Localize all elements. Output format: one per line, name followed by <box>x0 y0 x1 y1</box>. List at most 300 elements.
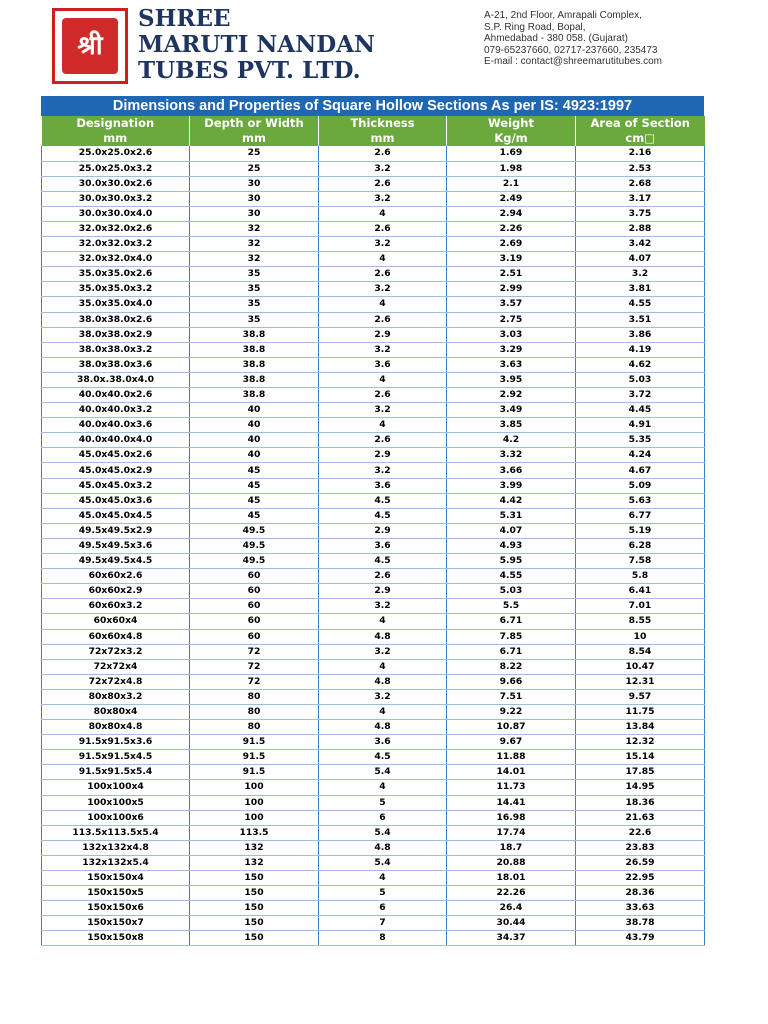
cell-depth: 32 <box>190 237 319 252</box>
cell-thickness: 3.2 <box>319 403 447 418</box>
cell-thickness: 2.6 <box>319 312 447 327</box>
cell-designation: 60x60x4.8 <box>42 629 190 644</box>
table-row <box>42 825 705 840</box>
cell-thickness: 3.2 <box>319 191 447 206</box>
cell-weight: 4.2 <box>447 433 576 448</box>
cell-depth: 150 <box>190 916 319 931</box>
cell-weight: 20.88 <box>447 855 576 870</box>
cell-weight: 17.74 <box>447 825 576 840</box>
table-row <box>42 508 705 523</box>
unit-weight: Kg/m <box>447 131 576 146</box>
cell-depth: 72 <box>190 644 319 659</box>
col-header-designation: Designation <box>42 116 190 131</box>
cell-thickness: 5.4 <box>319 855 447 870</box>
cell-thickness: 4.5 <box>319 508 447 523</box>
cell-weight: 4.42 <box>447 493 576 508</box>
cell-depth: 40 <box>190 448 319 463</box>
address-line3: Ahmedabad - 380 058. (Gujarat) <box>484 33 628 45</box>
table-row <box>42 146 705 161</box>
unit-thickness: mm <box>319 131 447 146</box>
cell-depth: 32 <box>190 221 319 236</box>
cell-depth: 80 <box>190 689 319 704</box>
cell-thickness: 3.2 <box>319 463 447 478</box>
company-name <box>138 6 438 84</box>
cell-weight: 7.85 <box>447 629 576 644</box>
cell-area: 13.84 <box>576 720 705 735</box>
cell-thickness: 2.6 <box>319 388 447 403</box>
cell-designation: 35.0x35.0x3.2 <box>42 282 190 297</box>
cell-depth: 49.5 <box>190 523 319 538</box>
cell-thickness: 3.6 <box>319 735 447 750</box>
cell-area: 4.62 <box>576 357 705 372</box>
cell-depth: 40 <box>190 418 319 433</box>
cell-depth: 150 <box>190 871 319 886</box>
cell-thickness: 4 <box>319 297 447 312</box>
cell-depth: 45 <box>190 508 319 523</box>
cell-designation: 38.0x38.0x2.9 <box>42 327 190 342</box>
header-row <box>42 116 705 131</box>
cell-depth: 60 <box>190 569 319 584</box>
cell-designation: 49.5x49.5x2.9 <box>42 523 190 538</box>
cell-area: 17.85 <box>576 765 705 780</box>
cell-area: 4.24 <box>576 448 705 463</box>
cell-thickness: 3.2 <box>319 689 447 704</box>
table-row <box>42 916 705 931</box>
cell-designation: 60x60x2.9 <box>42 584 190 599</box>
cell-thickness: 2.9 <box>319 523 447 538</box>
table-row <box>42 674 705 689</box>
cell-depth: 35 <box>190 282 319 297</box>
cell-weight: 2.51 <box>447 267 576 282</box>
cell-weight: 9.66 <box>447 674 576 689</box>
cell-designation: 40.0x40.0x3.6 <box>42 418 190 433</box>
cell-depth: 91.5 <box>190 750 319 765</box>
cell-depth: 45 <box>190 493 319 508</box>
table-row <box>42 750 705 765</box>
cell-depth: 38.8 <box>190 357 319 372</box>
cell-area: 22.95 <box>576 871 705 886</box>
cell-thickness: 6 <box>319 901 447 916</box>
cell-area: 5.8 <box>576 569 705 584</box>
cell-area: 3.72 <box>576 388 705 403</box>
cell-weight: 3.66 <box>447 463 576 478</box>
cell-weight: 4.07 <box>447 523 576 538</box>
table-row <box>42 538 705 553</box>
table-row <box>42 569 705 584</box>
cell-weight: 3.32 <box>447 448 576 463</box>
table-row <box>42 659 705 674</box>
cell-designation: 100x100x5 <box>42 795 190 810</box>
cell-area: 4.45 <box>576 403 705 418</box>
cell-weight: 10.87 <box>447 720 576 735</box>
cell-area: 3.75 <box>576 206 705 221</box>
cell-depth: 40 <box>190 433 319 448</box>
cell-designation: 30.0x30.0x2.6 <box>42 176 190 191</box>
cell-weight: 8.22 <box>447 659 576 674</box>
cell-weight: 26.4 <box>447 901 576 916</box>
cell-designation: 91.5x91.5x5.4 <box>42 765 190 780</box>
cell-weight: 2.49 <box>447 191 576 206</box>
cell-area: 6.28 <box>576 538 705 553</box>
cell-thickness: 7 <box>319 916 447 931</box>
dimensions-table-container <box>41 96 704 946</box>
table-row <box>42 644 705 659</box>
unit-area: cm□ <box>576 131 705 146</box>
cell-thickness: 2.6 <box>319 176 447 191</box>
cell-area: 5.19 <box>576 523 705 538</box>
table-body <box>42 146 705 946</box>
cell-weight: 3.19 <box>447 252 576 267</box>
cell-weight: 3.63 <box>447 357 576 372</box>
cell-area: 11.75 <box>576 704 705 719</box>
cell-thickness: 2.6 <box>319 433 447 448</box>
table-row <box>42 267 705 282</box>
cell-thickness: 2.6 <box>319 569 447 584</box>
cell-designation: 60x60x3.2 <box>42 599 190 614</box>
cell-area: 12.31 <box>576 674 705 689</box>
cell-depth: 40 <box>190 403 319 418</box>
table-row <box>42 388 705 403</box>
cell-area: 8.55 <box>576 614 705 629</box>
cell-weight: 11.88 <box>447 750 576 765</box>
cell-area: 5.09 <box>576 478 705 493</box>
cell-thickness: 2.9 <box>319 448 447 463</box>
table-row <box>42 599 705 614</box>
cell-area: 7.01 <box>576 599 705 614</box>
table-row <box>42 297 705 312</box>
cell-weight: 11.73 <box>447 780 576 795</box>
cell-area: 8.54 <box>576 644 705 659</box>
cell-area: 43.79 <box>576 931 705 946</box>
table-row <box>42 584 705 599</box>
cell-depth: 100 <box>190 795 319 810</box>
cell-thickness: 4 <box>319 780 447 795</box>
cell-thickness: 4.8 <box>319 674 447 689</box>
cell-area: 15.14 <box>576 750 705 765</box>
cell-depth: 35 <box>190 267 319 282</box>
cell-area: 23.83 <box>576 840 705 855</box>
cell-area: 6.41 <box>576 584 705 599</box>
cell-designation: 30.0x30.0x3.2 <box>42 191 190 206</box>
cell-thickness: 4 <box>319 252 447 267</box>
cell-area: 12.32 <box>576 735 705 750</box>
cell-thickness: 2.6 <box>319 146 447 161</box>
cell-weight: 18.01 <box>447 871 576 886</box>
cell-designation: 72x72x3.2 <box>42 644 190 659</box>
table-row <box>42 886 705 901</box>
cell-thickness: 3.6 <box>319 538 447 553</box>
table-row <box>42 448 705 463</box>
table-row <box>42 840 705 855</box>
cell-weight: 2.1 <box>447 176 576 191</box>
address-line2: S.P. Ring Road, Bopal, <box>484 21 586 33</box>
cell-area: 4.67 <box>576 463 705 478</box>
cell-thickness: 4 <box>319 871 447 886</box>
cell-thickness: 2.9 <box>319 327 447 342</box>
table-row <box>42 901 705 916</box>
col-header-thickness: Thickness <box>319 116 447 131</box>
cell-thickness: 4 <box>319 418 447 433</box>
cell-area: 6.77 <box>576 508 705 523</box>
table-row <box>42 765 705 780</box>
cell-designation: 132x132x4.8 <box>42 840 190 855</box>
cell-weight: 7.51 <box>447 689 576 704</box>
cell-thickness: 4 <box>319 614 447 629</box>
table-row <box>42 780 705 795</box>
cell-thickness: 4 <box>319 704 447 719</box>
cell-designation: 60x60x4 <box>42 614 190 629</box>
cell-thickness: 2.6 <box>319 221 447 236</box>
table-row <box>42 720 705 735</box>
cell-area: 22.6 <box>576 825 705 840</box>
cell-area: 10 <box>576 629 705 644</box>
table-row <box>42 252 705 267</box>
col-header-weight: Weight <box>447 116 576 131</box>
table-row <box>42 206 705 221</box>
cell-thickness: 4 <box>319 206 447 221</box>
cell-weight: 3.49 <box>447 403 576 418</box>
cell-depth: 25 <box>190 146 319 161</box>
cell-area: 2.88 <box>576 221 705 236</box>
cell-area: 3.2 <box>576 267 705 282</box>
cell-weight: 3.99 <box>447 478 576 493</box>
email-address: E-mail : contact@shreemarutitubes.com <box>484 56 662 68</box>
cell-depth: 80 <box>190 704 319 719</box>
cell-area: 5.35 <box>576 433 705 448</box>
cell-depth: 80 <box>190 720 319 735</box>
cell-thickness: 3.6 <box>319 357 447 372</box>
cell-area: 4.19 <box>576 342 705 357</box>
cell-area: 2.68 <box>576 176 705 191</box>
cell-weight: 14.01 <box>447 765 576 780</box>
cell-thickness: 3.2 <box>319 644 447 659</box>
cell-area: 5.63 <box>576 493 705 508</box>
table-row <box>42 810 705 825</box>
cell-weight: 3.29 <box>447 342 576 357</box>
cell-area: 9.57 <box>576 689 705 704</box>
table-row <box>42 704 705 719</box>
cell-depth: 32 <box>190 252 319 267</box>
cell-depth: 38.8 <box>190 372 319 387</box>
table-row <box>42 403 705 418</box>
cell-designation: 150x150x5 <box>42 886 190 901</box>
cell-thickness: 5.4 <box>319 765 447 780</box>
cell-designation: 72x72x4 <box>42 659 190 674</box>
cell-depth: 38.8 <box>190 327 319 342</box>
cell-depth: 132 <box>190 840 319 855</box>
cell-weight: 16.98 <box>447 810 576 825</box>
cell-depth: 132 <box>190 855 319 870</box>
letterhead <box>0 0 768 92</box>
cell-designation: 113.5x113.5x5.4 <box>42 825 190 840</box>
cell-depth: 60 <box>190 584 319 599</box>
cell-designation: 45.0x45.0x3.6 <box>42 493 190 508</box>
cell-weight: 1.69 <box>447 146 576 161</box>
cell-designation: 40.0x40.0x2.6 <box>42 388 190 403</box>
company-logo <box>52 8 128 84</box>
cell-weight: 5.95 <box>447 554 576 569</box>
dimensions-table <box>41 116 705 946</box>
cell-thickness: 5.4 <box>319 825 447 840</box>
cell-designation: 45.0x45.0x3.2 <box>42 478 190 493</box>
cell-weight: 34.37 <box>447 931 576 946</box>
unit-designation: mm <box>42 131 190 146</box>
cell-weight: 30.44 <box>447 916 576 931</box>
cell-designation: 80x80x4.8 <box>42 720 190 735</box>
cell-thickness: 4.8 <box>319 629 447 644</box>
company-name-line3: TUBES PVT. LTD. <box>138 57 361 84</box>
cell-designation: 45.0x45.0x2.6 <box>42 448 190 463</box>
cell-weight: 3.85 <box>447 418 576 433</box>
cell-designation: 150x150x4 <box>42 871 190 886</box>
table-row <box>42 795 705 810</box>
cell-thickness: 3.2 <box>319 237 447 252</box>
company-name-line2: MARUTI NANDAN <box>138 31 376 58</box>
cell-designation: 150x150x7 <box>42 916 190 931</box>
cell-designation: 35.0x35.0x4.0 <box>42 297 190 312</box>
table-row <box>42 312 705 327</box>
cell-weight: 2.75 <box>447 312 576 327</box>
unit-row <box>42 131 705 146</box>
cell-depth: 49.5 <box>190 538 319 553</box>
cell-depth: 60 <box>190 629 319 644</box>
cell-thickness: 2.6 <box>319 267 447 282</box>
table-row <box>42 871 705 886</box>
table-row <box>42 463 705 478</box>
cell-area: 28.36 <box>576 886 705 901</box>
table-row <box>42 523 705 538</box>
cell-thickness: 5 <box>319 795 447 810</box>
cell-depth: 150 <box>190 931 319 946</box>
cell-thickness: 8 <box>319 931 447 946</box>
cell-designation: 100x100x6 <box>42 810 190 825</box>
cell-designation: 32.0x32.0x2.6 <box>42 221 190 236</box>
table-row <box>42 433 705 448</box>
cell-weight: 5.03 <box>447 584 576 599</box>
table-row <box>42 614 705 629</box>
cell-depth: 60 <box>190 599 319 614</box>
cell-weight: 3.95 <box>447 372 576 387</box>
cell-designation: 80x80x4 <box>42 704 190 719</box>
cell-area: 38.78 <box>576 916 705 931</box>
cell-designation: 91.5x91.5x3.6 <box>42 735 190 750</box>
cell-depth: 30 <box>190 176 319 191</box>
table-row <box>42 478 705 493</box>
table-row <box>42 493 705 508</box>
cell-area: 33.63 <box>576 901 705 916</box>
cell-area: 21.63 <box>576 810 705 825</box>
cell-weight: 2.92 <box>447 388 576 403</box>
table-row <box>42 554 705 569</box>
table-row <box>42 191 705 206</box>
cell-depth: 113.5 <box>190 825 319 840</box>
cell-area: 3.51 <box>576 312 705 327</box>
cell-weight: 3.57 <box>447 297 576 312</box>
cell-weight: 4.55 <box>447 569 576 584</box>
cell-thickness: 4.5 <box>319 554 447 569</box>
cell-area: 4.91 <box>576 418 705 433</box>
phone-numbers: 079-65237660, 02717-237660, 235473 <box>484 44 658 56</box>
cell-depth: 25 <box>190 161 319 176</box>
cell-depth: 38.8 <box>190 342 319 357</box>
cell-designation: 38.0x.38.0x4.0 <box>42 372 190 387</box>
cell-designation: 38.0x38.0x2.6 <box>42 312 190 327</box>
cell-weight: 14.41 <box>447 795 576 810</box>
cell-area: 3.86 <box>576 327 705 342</box>
cell-thickness: 2.9 <box>319 584 447 599</box>
table-row <box>42 221 705 236</box>
cell-thickness: 4 <box>319 372 447 387</box>
cell-thickness: 4.5 <box>319 493 447 508</box>
cell-designation: 45.0x45.0x4.5 <box>42 508 190 523</box>
cell-depth: 150 <box>190 886 319 901</box>
cell-thickness: 4.5 <box>319 750 447 765</box>
cell-depth: 45 <box>190 463 319 478</box>
cell-designation: 72x72x4.8 <box>42 674 190 689</box>
cell-area: 18.36 <box>576 795 705 810</box>
cell-depth: 150 <box>190 901 319 916</box>
cell-depth: 49.5 <box>190 554 319 569</box>
table-row <box>42 931 705 946</box>
table-title: Dimensions and Properties of Square Hollow Sections As per IS: 4923:1997 <box>41 96 704 116</box>
cell-depth: 30 <box>190 206 319 221</box>
table-row <box>42 689 705 704</box>
cell-area: 2.16 <box>576 146 705 161</box>
address-line1: A-21, 2nd Floor, Amrapali Complex, <box>484 10 642 21</box>
cell-designation: 91.5x91.5x4.5 <box>42 750 190 765</box>
cell-weight: 3.03 <box>447 327 576 342</box>
table-row <box>42 357 705 372</box>
cell-designation: 150x150x6 <box>42 901 190 916</box>
cell-designation: 40.0x40.0x4.0 <box>42 433 190 448</box>
cell-designation: 32.0x32.0x3.2 <box>42 237 190 252</box>
logo-mark: श्री <box>77 31 103 61</box>
table-row <box>42 418 705 433</box>
cell-area: 4.55 <box>576 297 705 312</box>
cell-weight: 2.99 <box>447 282 576 297</box>
table-row <box>42 327 705 342</box>
table-row <box>42 342 705 357</box>
cell-weight: 6.71 <box>447 614 576 629</box>
cell-weight: 9.67 <box>447 735 576 750</box>
cell-designation: 132x132x5.4 <box>42 855 190 870</box>
cell-thickness: 6 <box>319 810 447 825</box>
cell-designation: 38.0x38.0x3.6 <box>42 357 190 372</box>
company-name-line1: SHREE <box>138 5 231 32</box>
table-row <box>42 855 705 870</box>
cell-designation: 80x80x3.2 <box>42 689 190 704</box>
cell-weight: 22.26 <box>447 886 576 901</box>
cell-designation: 45.0x45.0x2.9 <box>42 463 190 478</box>
unit-depth: mm <box>190 131 319 146</box>
cell-area: 5.03 <box>576 372 705 387</box>
cell-area: 10.47 <box>576 659 705 674</box>
cell-weight: 5.5 <box>447 599 576 614</box>
cell-thickness: 4.8 <box>319 720 447 735</box>
col-header-depth: Depth or Width <box>190 116 319 131</box>
cell-depth: 45 <box>190 478 319 493</box>
cell-designation: 38.0x38.0x3.2 <box>42 342 190 357</box>
cell-thickness: 3.6 <box>319 478 447 493</box>
cell-weight: 1.98 <box>447 161 576 176</box>
cell-designation: 49.5x49.5x3.6 <box>42 538 190 553</box>
cell-thickness: 3.2 <box>319 599 447 614</box>
cell-thickness: 3.2 <box>319 161 447 176</box>
cell-designation: 49.5x49.5x4.5 <box>42 554 190 569</box>
col-header-area: Area of Section <box>576 116 705 131</box>
cell-depth: 35 <box>190 297 319 312</box>
cell-designation: 150x150x8 <box>42 931 190 946</box>
